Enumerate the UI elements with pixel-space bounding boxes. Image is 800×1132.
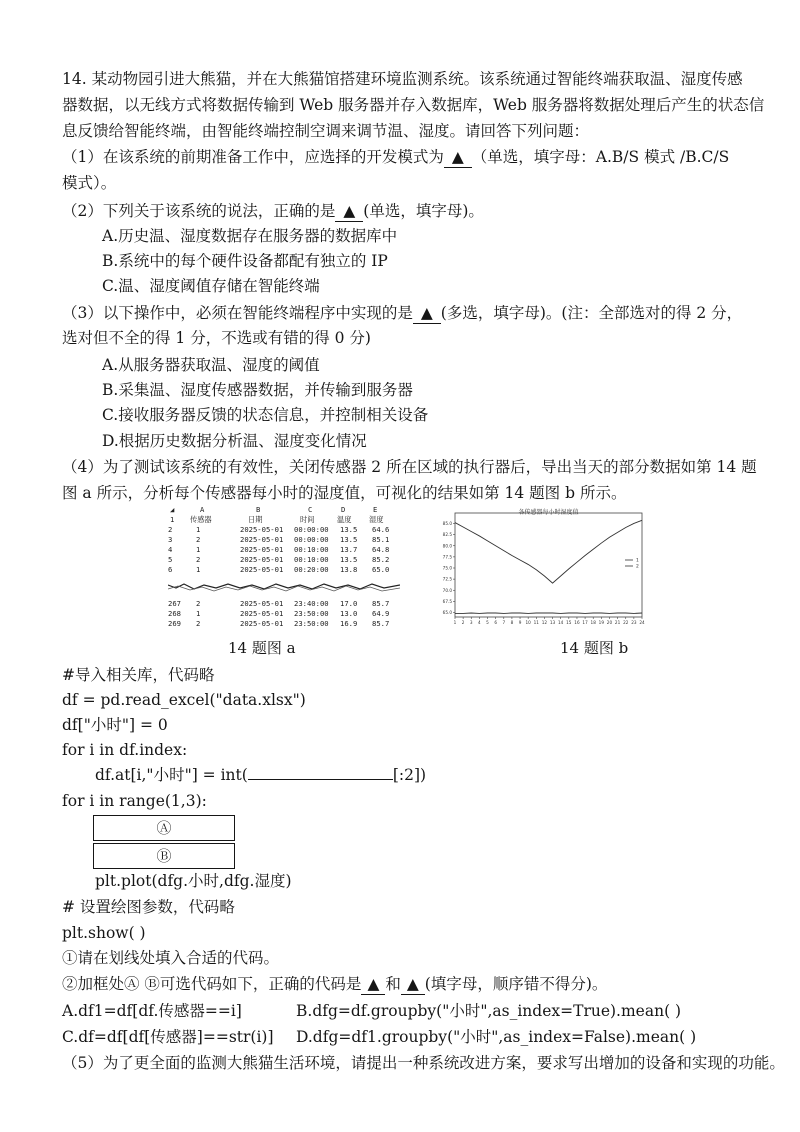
- x-tick-label: 20: [606, 620, 613, 625]
- question-intro-line-3: 息反馈给智能终端，由智能终端控制空调来调节温、湿度。请回答下列问题：: [62, 122, 590, 140]
- cell-date: 2025-05-01: [240, 525, 284, 534]
- cell-idx: 3: [168, 535, 173, 544]
- cell-time: 00:10:00: [294, 555, 329, 564]
- legend-label-1: 1: [636, 558, 639, 564]
- cell-hum: 85.2: [372, 555, 390, 564]
- code-fill-blank[interactable]: [248, 763, 393, 780]
- cell-date: 2025-05-01: [240, 609, 284, 618]
- cell-date: 2025-05-01: [240, 555, 284, 564]
- header-temp: 温度: [337, 515, 352, 524]
- q2-prefix: （2）下列关于该系统的说法，正确的是: [62, 202, 336, 220]
- cell-idx: 5: [168, 555, 173, 564]
- sub-question-2: [62, 971, 782, 997]
- q3-option-d: D.根据历史数据分析温、湿度变化情况: [102, 432, 367, 450]
- cell-date: 2025-05-01: [240, 565, 284, 574]
- x-tick-label: 6: [494, 620, 497, 625]
- cell-date: 2025-05-01: [240, 545, 284, 554]
- question-intro-line-1: 14. 某动物园引进大熊猫，并在大熊猫馆搭建环境监测系统。该系统通过智能终端获取温、湿度传感: [62, 70, 743, 88]
- q3-suffix: (多选，填字母)。(注：全部选对的得 2 分，: [440, 304, 743, 322]
- cell-hum: 64.9: [372, 609, 390, 618]
- cell-time: 00:00:00: [294, 525, 329, 534]
- q3-answer-blank[interactable]: ▲: [413, 303, 441, 324]
- x-tick-label: 3: [469, 620, 473, 625]
- cell-time: 00:20:00: [294, 565, 329, 574]
- figure-b-caption: 14 题图 b: [560, 639, 629, 657]
- code-line-settings-comment: # 设置绘图参数，代码略: [62, 898, 235, 916]
- q2-option-c: C.温、湿度阈值存储在智能终端: [102, 277, 320, 295]
- q3-option-c: C.接收服务器反馈的状态信息，并控制相关设备: [102, 406, 429, 424]
- cell-sensor: 2: [196, 599, 201, 608]
- x-tick-label: 18: [590, 620, 596, 625]
- y-tick-label: 77.5: [442, 554, 452, 560]
- cell-hum: 65.0: [372, 565, 390, 574]
- question-intro-line-2: 器数据，以无线方式将数据传输到 Web 服务器并存入数据库，Web 服务器将数据处理后产生的状态信: [62, 96, 765, 114]
- cell-temp: 13.8: [340, 565, 358, 574]
- q3-prefix: （3）以下操作中，必须在智能终端程序中实现的是: [62, 304, 413, 322]
- loop-body-suffix: [:2]): [392, 766, 427, 784]
- cell-time: 23:50:00: [294, 619, 329, 628]
- cell-sensor: 1: [196, 545, 201, 554]
- cell-temp: 13.5: [340, 525, 358, 534]
- cell-temp: 13.5: [340, 535, 358, 544]
- y-tick-label: 65.0: [442, 610, 452, 616]
- col-letter: A: [200, 505, 205, 514]
- x-tick-label: 7: [502, 620, 506, 625]
- code-line-for-range: for i in range(1,3):: [62, 792, 207, 810]
- x-tick-label: 22: [623, 620, 629, 625]
- x-tick-label: 9: [518, 620, 522, 625]
- x-tick-label: 1: [453, 620, 457, 625]
- cell-sensor: 1: [196, 565, 201, 574]
- x-tick-label: 12: [541, 620, 548, 625]
- x-tick-label: 21: [614, 620, 621, 625]
- x-tick-label: 19: [598, 620, 605, 625]
- col-letter: E: [373, 505, 378, 514]
- cell-hum: 64.6: [372, 525, 390, 534]
- code-line-init-hour: df["小时"] = 0: [62, 716, 168, 734]
- code-line-for-index: for i in df.index:: [62, 741, 188, 759]
- y-tick-label: 85.0: [442, 521, 452, 527]
- torn-edge: [168, 582, 400, 592]
- x-tick-label: 11: [533, 620, 539, 625]
- cell-idx: 2: [168, 525, 173, 534]
- cell-sensor: 2: [196, 619, 201, 628]
- x-tick-label: 13: [549, 620, 556, 625]
- plot-frame: [455, 513, 642, 617]
- header-sensor: 传感器: [190, 515, 212, 524]
- x-tick-label: 23: [631, 620, 637, 625]
- q3-line: [62, 300, 782, 326]
- col-letter: C: [308, 505, 313, 514]
- y-tick-label: 70.0: [442, 587, 452, 593]
- header-time: 时间: [300, 515, 315, 524]
- x-tick-label: 15: [566, 620, 572, 625]
- code-line-show: plt.show( ): [62, 924, 146, 942]
- cell-sensor: 1: [196, 525, 201, 534]
- cell-time: 23:40:00: [294, 599, 329, 608]
- x-tick-label: 16: [574, 620, 580, 625]
- cell-time: 23:50:00: [294, 609, 329, 618]
- q4-line-2: 图 a 所示，分析每个传感器每小时的湿度值，可视化的结果如第 14 题图 b 所示。: [62, 484, 627, 502]
- cell-hum: 64.8: [372, 545, 390, 554]
- code-box-a[interactable]: Ⓐ: [93, 815, 235, 841]
- x-tick-label: 2: [461, 620, 465, 625]
- y-tick-label: 67.5: [442, 599, 452, 605]
- code-box-b[interactable]: Ⓑ: [93, 843, 235, 869]
- q1-line: [62, 144, 782, 170]
- cell-time: 00:00:00: [294, 535, 329, 544]
- cell-hum: 85.7: [372, 619, 390, 628]
- figure-b-line-chart: [437, 505, 659, 635]
- y-tick-label: 80.0: [442, 543, 452, 549]
- y-tick-label: 75.0: [442, 565, 452, 571]
- code-option-c: C.df=df[df[传感器]==str(i)]: [62, 1028, 274, 1046]
- s2-answer-blank-2[interactable]: ▲: [401, 974, 425, 995]
- series-line-2: [455, 520, 642, 583]
- code-option-b: B.dfg=df.groupby("小时",as_index=True).mean( ): [296, 1002, 682, 1020]
- cell-sensor: 2: [196, 535, 201, 544]
- col-letter: D: [341, 505, 346, 514]
- header-humidity: 湿度: [369, 515, 384, 524]
- figure-a-caption: 14 题图 a: [228, 639, 296, 657]
- cell-date: 2025-05-01: [240, 619, 284, 628]
- s2-mid: 和: [385, 975, 401, 993]
- legend-label-2: 2: [636, 564, 639, 570]
- x-tick-label: 24: [639, 620, 645, 625]
- q2-suffix: (单选，填字母)。: [363, 202, 484, 220]
- cell-temp: 16.9: [340, 619, 358, 628]
- cell-idx: 267: [168, 599, 181, 608]
- q3-line-2: 选对但不全的得 1 分，不选或有错的得 0 分): [62, 329, 371, 347]
- q2-option-a: A.历史温、湿度数据存在服务器的数据库中: [102, 227, 398, 245]
- cell-time: 00:10:00: [294, 545, 329, 554]
- x-tick-label: 8: [510, 620, 514, 625]
- s2-answer-blank-1[interactable]: ▲: [361, 974, 385, 995]
- cell-date: 2025-05-01: [240, 535, 284, 544]
- s2-prefix: ②加框处Ⓐ Ⓑ可选代码如下，正确的代码是: [62, 975, 362, 993]
- x-tick-label: 4: [478, 620, 481, 625]
- q4-line-1: （4）为了测试该系统的有效性，关闭传感器 2 所在区域的执行器后，导出当天的部分数据如第 14 题: [62, 458, 757, 476]
- q1-prefix: （1）在该系统的前期准备工作中，应选择的开发模式为: [62, 148, 444, 166]
- q3-option-b: B.采集温、湿度传感器数据，并传输到服务器: [102, 381, 413, 399]
- cell-idx: 268: [168, 609, 181, 618]
- cell-sensor: 2: [196, 555, 201, 564]
- x-tick-label: 14: [558, 620, 564, 625]
- y-tick-label: 72.5: [442, 576, 452, 582]
- cell-idx: 269: [168, 619, 181, 628]
- cell-temp: 17.0: [340, 599, 358, 608]
- cell-temp: 13.0: [340, 609, 358, 618]
- y-tick-label: 82.5: [442, 532, 452, 538]
- code-line-read-excel: df = pd.read_excel("data.xlsx"): [62, 691, 306, 709]
- code-line-comment: #导入相关库，代码略: [62, 666, 215, 684]
- cell-temp: 13.5: [340, 555, 358, 564]
- q3-option-a: A.从服务器获取温、湿度的阈值: [102, 356, 320, 374]
- s2-suffix: (填字母，顺序错不得分)。: [424, 975, 608, 993]
- x-tick-label: 10: [525, 620, 531, 625]
- q2-line: [62, 198, 782, 224]
- code-option-d: D.dfg=df1.groupby("小时",as_index=False).mean( ): [296, 1028, 697, 1046]
- cell-hum: 85.7: [372, 599, 390, 608]
- q1-line-2: 模式）。: [62, 174, 117, 192]
- header-date: 日期: [248, 515, 263, 524]
- cell-date: 2025-05-01: [240, 599, 284, 608]
- q2-answer-blank[interactable]: ▲: [335, 201, 363, 222]
- code-option-a: A.df1=df[df.传感器==i]: [62, 1002, 242, 1020]
- q2-option-b: B.系统中的每个硬件设备都配有独立的 IP: [102, 252, 388, 270]
- col-letter: B: [256, 505, 261, 514]
- chart-title: 各传感器每小时湿度值: [518, 509, 579, 516]
- cell-hum: 85.1: [372, 535, 390, 544]
- cell-idx: 6: [168, 565, 173, 574]
- q1-suffix: （单选，填字母：A.B/S 模式 /B.C/S: [471, 148, 730, 166]
- cell-sensor: 1: [196, 609, 201, 618]
- x-tick-label: 17: [582, 620, 588, 625]
- q1-answer-blank[interactable]: ▲: [444, 147, 472, 168]
- q5-line: （5）为了更全面的监测大熊猫生活环境，请提出一种系统改进方案，要求写出增加的设备和实现的功能。: [62, 1054, 785, 1072]
- loop-body-prefix: df.at[i,"小时"] = int(: [95, 766, 248, 784]
- figure-a-spreadsheet: ◢ A B C D E 1 传感器 日期 时间 温度 湿度 2 1 2025-05-01 00:00:00 13.5 64.6 3 2 2025-05-01 00:00:00 13.5 85.1 4 1 2025-05-01 00:10:00 13.7 64.8 5 2 2025-05-01 00:10:00 13.5 85.2 6 1 2025-05-01 00:20:00 13.8 65.0 267 2 2025-05-01 23:40:00 17.0 85.7 268 1 2025-05-01 23:50:00 13.0 64.9 269 2 2025-05-01 23:50:00 16.9 85.7: [168, 505, 400, 639]
- code-line-loop-body: [95, 762, 800, 788]
- sub-question-1: ①请在划线处填入合适的代码。: [62, 949, 280, 967]
- x-tick-label: 5: [486, 620, 489, 625]
- code-line-plot: plt.plot(dfg.小时,dfg.湿度): [95, 872, 292, 890]
- cell-temp: 13.7: [340, 545, 358, 554]
- cell-idx: 4: [168, 545, 173, 554]
